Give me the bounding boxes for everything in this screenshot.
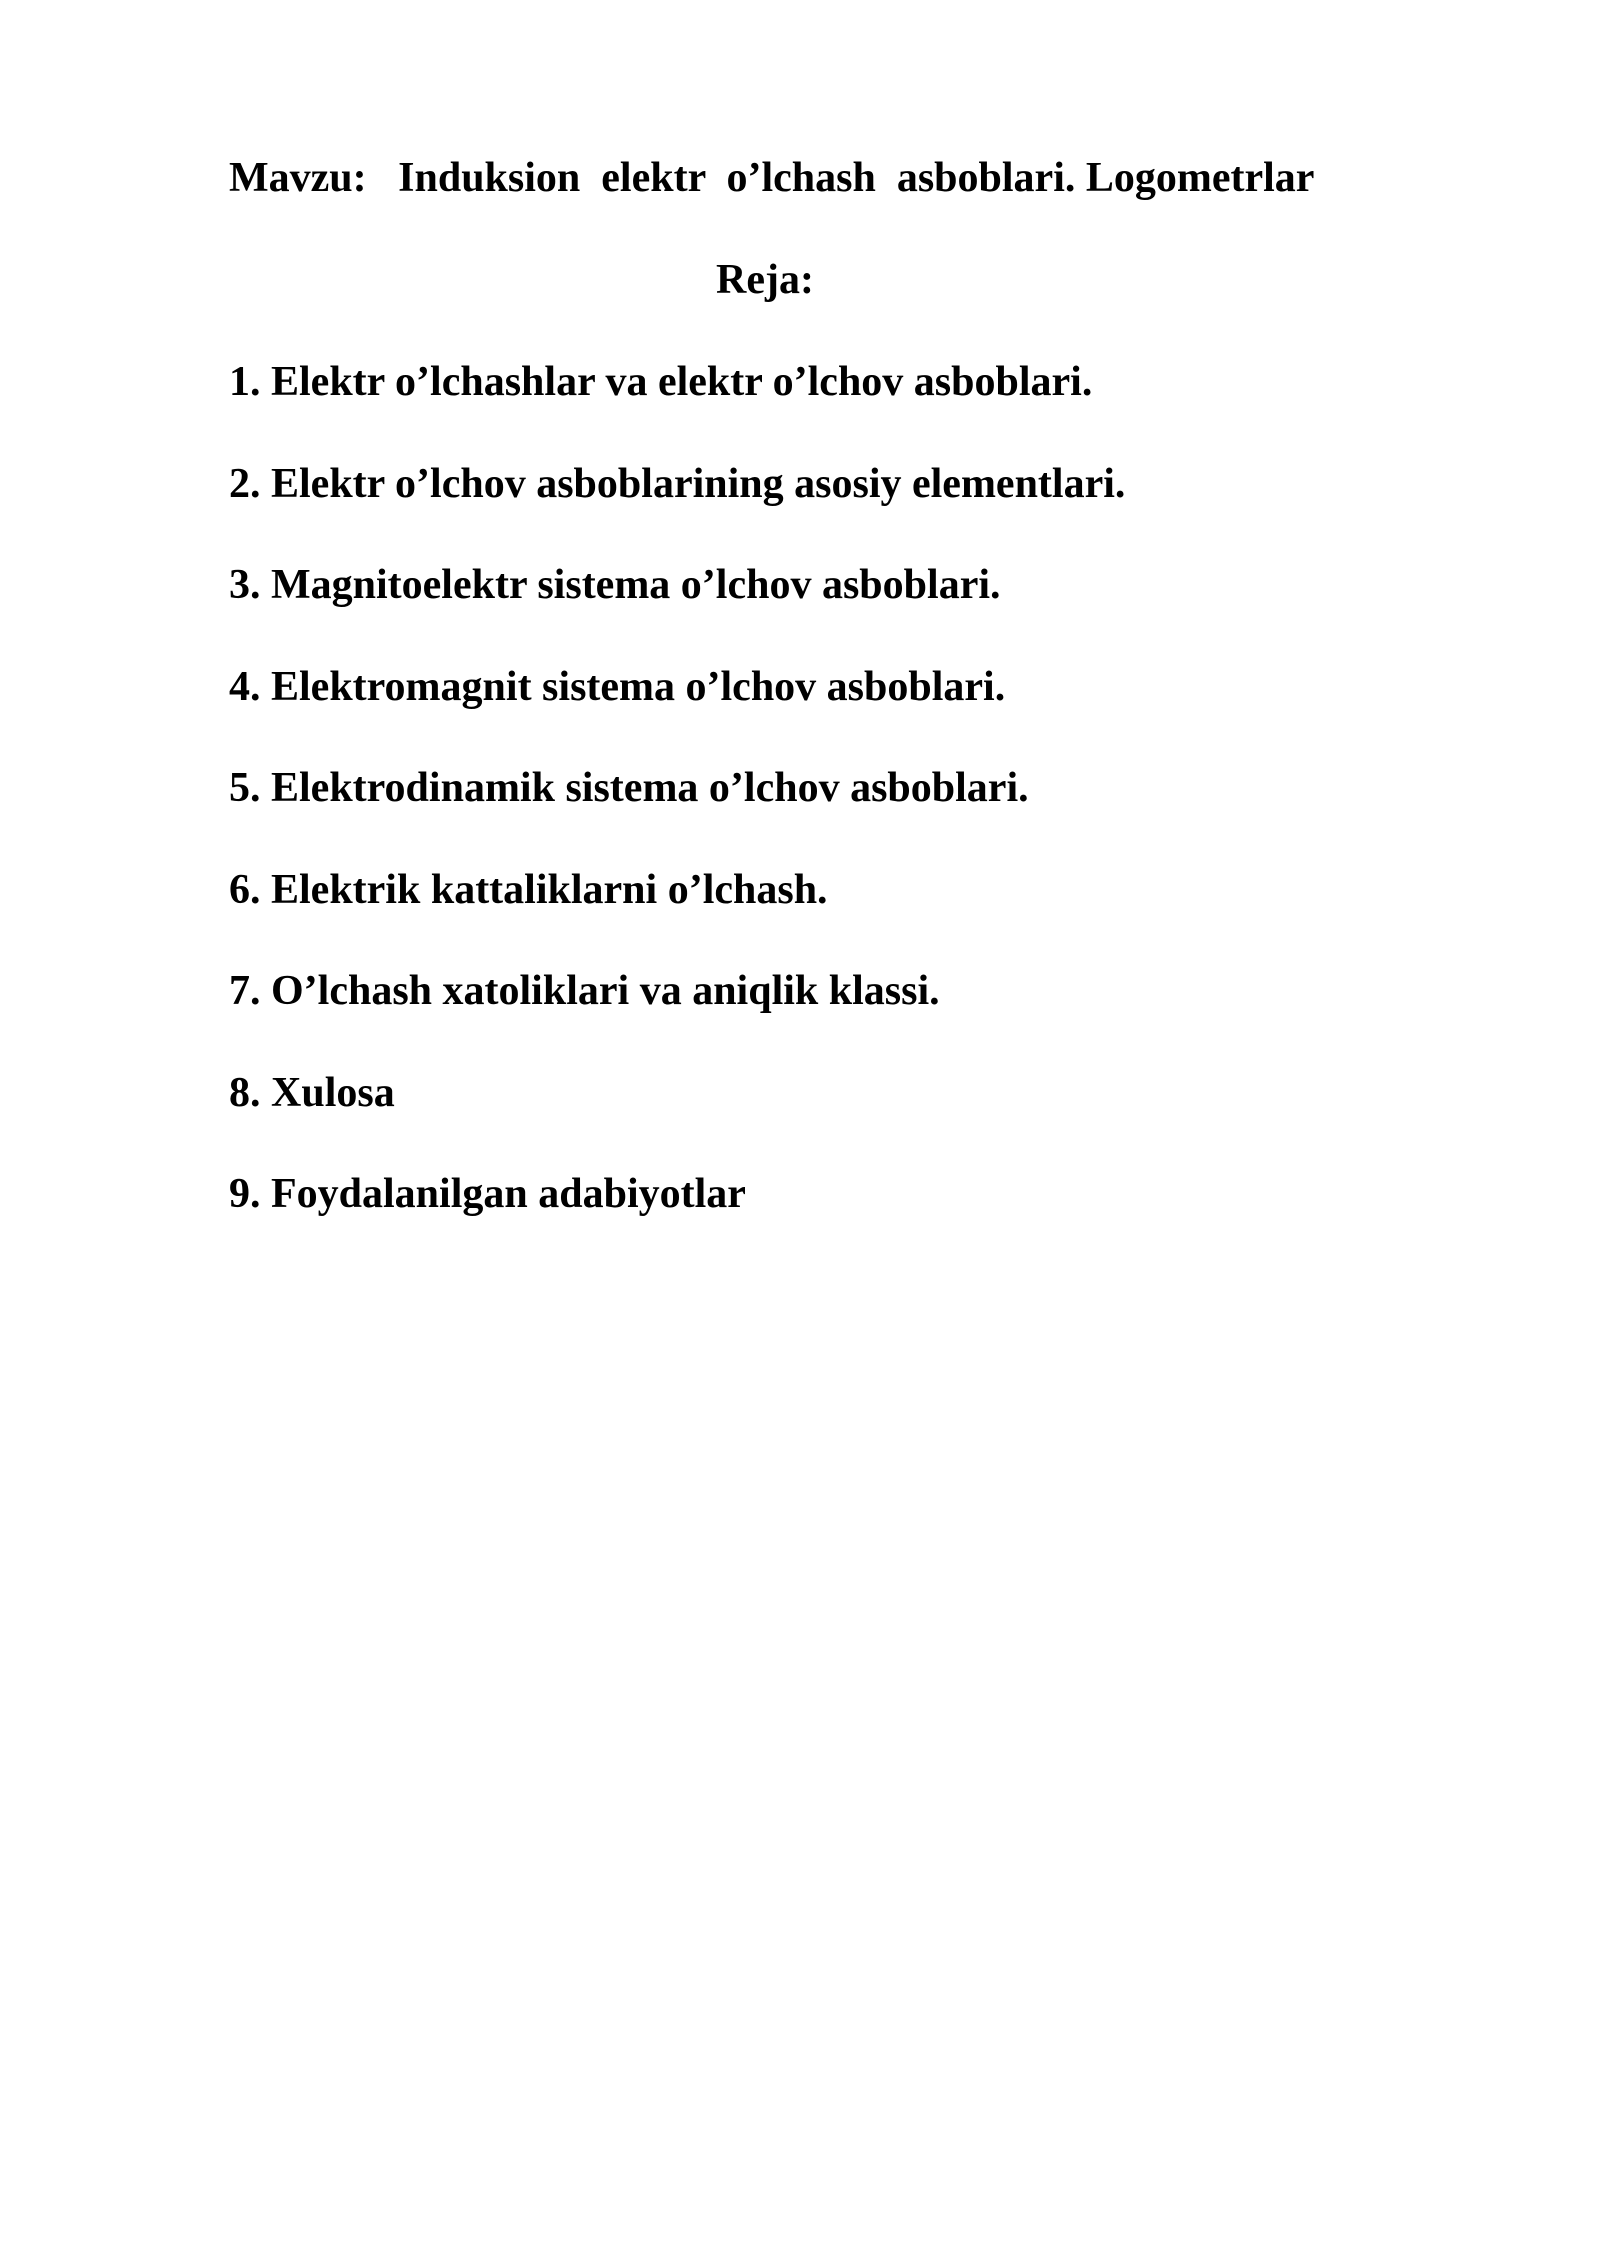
plan-item: 3. Magnitoelektr sistema o’lchov asboblari. — [229, 562, 1001, 608]
plan-item: 1. Elektr o’lchashlar va elektr o’lchov asboblari. — [229, 359, 1093, 405]
document-title: Mavzu: Induksion elektr o’lchash asboblari. Logometrlar — [229, 155, 1315, 201]
plan-item: 7. O’lchash xatoliklari va aniqlik klassi. — [229, 968, 940, 1014]
plan-item: 6. Elektrik kattaliklarni o’lchash. — [229, 866, 828, 913]
plan-item: 4. Elektromagnit sistema o’lchov asboblari. — [229, 663, 1006, 710]
plan-item: 5. Elektrodinamik sistema o’lchov asboblari. — [229, 765, 1029, 811]
plan-list — [229, 354, 1125, 1268]
plan-item: 8. Xulosa — [229, 1069, 395, 1116]
plan-item: 2. Elektr o’lchov asboblarining asosiy elementlari. — [229, 460, 1126, 507]
plan-item: 9. Foydalanilgan adabiyotlar — [229, 1171, 746, 1217]
plan-heading: Reja: — [716, 257, 814, 303]
